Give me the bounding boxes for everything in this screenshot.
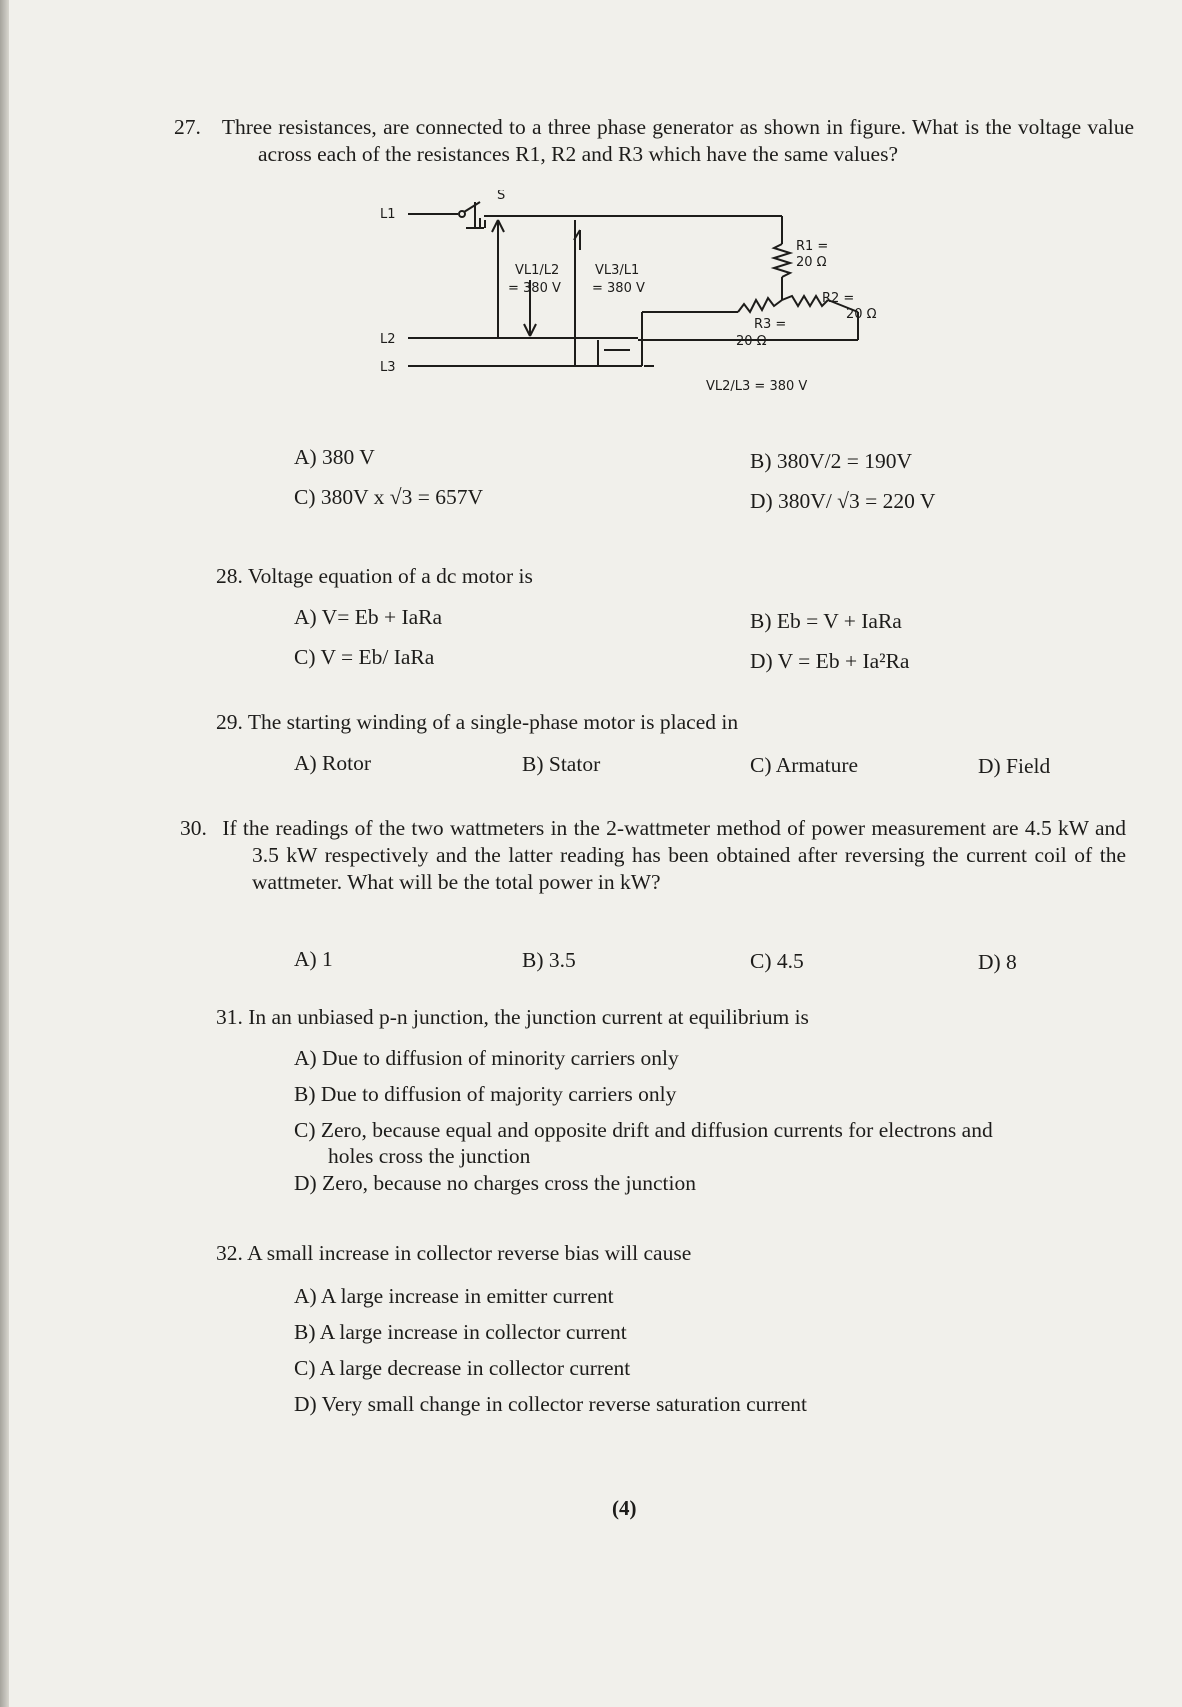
option-30b: B) 3.5 [522, 948, 576, 972]
question-text: Three resistances, are connected to a three phase generator as shown in figure. What is the voltage value across each of the resistances R1, R2 and R3 which have the same values? [221, 115, 1134, 166]
label-r3-b: 20 Ω [736, 334, 767, 349]
three-phase-circuit-diagram [380, 190, 940, 405]
label-r3-a: R3 = [754, 317, 787, 332]
option-27c: C) 380V x √3 = 657V [294, 485, 483, 509]
option-30d: D) 8 [978, 950, 1017, 974]
option-29a: A) Rotor [294, 751, 372, 775]
question-29 [216, 709, 1134, 736]
label-r2-a: R2 = [822, 291, 855, 306]
option-29b: B) Stator [522, 752, 601, 776]
option-28b: B) Eb = V + IaRa [750, 609, 902, 633]
label-vl1l2-a: VL1/L2 [515, 263, 560, 278]
option-28a: A) V= Eb + IaRa [294, 605, 443, 629]
resistor-r1 [774, 244, 790, 277]
option-28d: D) V = Eb + Ia²Ra [750, 649, 910, 673]
option-28c: C) V = Eb/ IaRa [294, 645, 435, 669]
option-31c-line2: holes cross the junction [328, 1144, 531, 1168]
question-text: The starting winding of a single-phase motor is placed in [247, 710, 739, 734]
question-text: A small increase in collector reverse bias will cause [247, 1241, 692, 1265]
question-text: In an unbiased p-n junction, the junction current at equilibrium is [248, 1005, 809, 1029]
label-vl1l2-b: = 380 V [508, 281, 561, 296]
page-edge-shadow [0, 0, 9, 1707]
option-27d: D) 380V/ √3 = 220 V [750, 489, 936, 513]
option-31a: A) Due to diffusion of minority carriers only [294, 1046, 679, 1070]
resistor-r3 [738, 298, 782, 312]
question-30: 30. If the readings of the two wattmeters in the 2-wattmeter method of power measurement are 4.5 kW and 3.5 kW respectively and the latter reading has been obtained after reversing the current coil of the wattmeter. What will be the total power in kW? [180, 816, 1127, 894]
option-32b: B) A large increase in collector current [294, 1320, 627, 1344]
question-32 [216, 1240, 1134, 1267]
page-number: (4) [612, 1496, 637, 1520]
option-30a: A) 1 [294, 947, 333, 971]
label-l1: L1 [380, 207, 396, 222]
question-text: If the readings of the two wattmeters in the 2-wattmeter method of power measurement are 4.5 kW and 3.5 kW respectively and the latter reading has been obtained after reversing the current coil of the wattmeter. What will be the total power in kW? [222, 816, 1127, 894]
label-vl3l1-a: VL3/L1 [595, 263, 640, 278]
label-r1-a: R1 = [796, 239, 829, 254]
option-31d: D) Zero, because no charges cross the junction [294, 1171, 696, 1195]
option-30c: C) 4.5 [750, 949, 804, 973]
question-number: 28. [216, 564, 243, 588]
option-29c: C) Armature [750, 753, 859, 777]
question-number: 31. [216, 1005, 243, 1029]
label-switch: S [497, 190, 506, 203]
option-29d: D) Field [978, 754, 1051, 778]
option-27a: A) 380 V [294, 445, 375, 469]
option-32a: A) A large increase in emitter current [294, 1284, 614, 1308]
option-27b: B) 380V/2 = 190V [750, 449, 913, 473]
option-31c-line1: C) Zero, because equal and opposite drift and diffusion currents for electrons and [294, 1118, 993, 1142]
label-vl2l3: VL2/L3 = 380 V [706, 379, 808, 394]
question-28 [216, 563, 1134, 590]
label-vl3l1-b: = 380 V [592, 281, 645, 296]
question-number: 29. [216, 710, 243, 734]
option-32d: D) Very small change in collector reverse saturation current [294, 1392, 808, 1416]
label-r2-b: 20 Ω [846, 307, 877, 322]
option-32c: C) A large decrease in collector current [294, 1356, 631, 1380]
question-text: Voltage equation of a dc motor is [247, 564, 533, 588]
label-l3: L3 [380, 360, 396, 375]
question-number: 32. [216, 1241, 243, 1265]
question-31 [216, 1004, 1134, 1031]
label-l2: L2 [380, 332, 396, 347]
label-r1-b: 20 Ω [796, 255, 827, 270]
option-31b: B) Due to diffusion of majority carriers only [294, 1082, 677, 1106]
switch-blade [464, 202, 480, 212]
question-27: 27. Three resistances, are connected to a three phase generator as shown in figure. What is the voltage value across each of the resistances R1, R2 and R3 which have the same values? [174, 115, 1134, 166]
